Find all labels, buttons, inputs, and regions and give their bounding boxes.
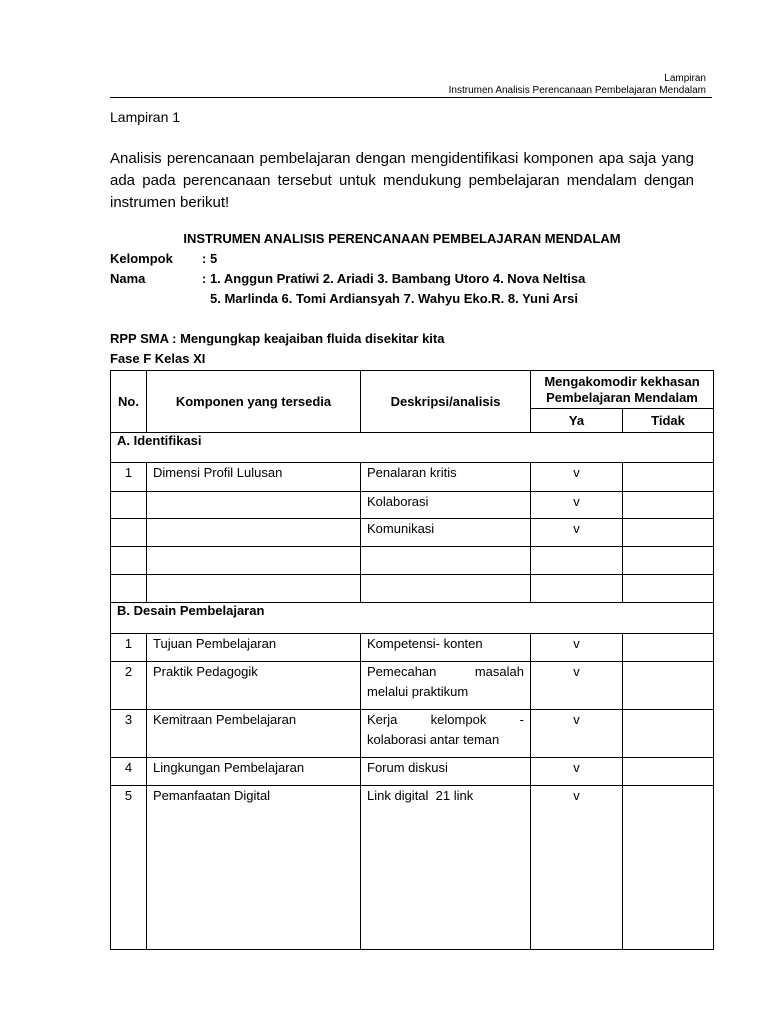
cell-komponen: Lingkungan Pembelajaran [147, 758, 361, 786]
cell-tidak [623, 575, 714, 603]
table-row [111, 758, 714, 786]
page-header [449, 73, 706, 97]
cell-komponen [147, 575, 361, 603]
cell-no: 1 [111, 634, 147, 662]
cell-tidak [623, 547, 714, 575]
kelompok-line [110, 251, 217, 266]
table-row [111, 662, 714, 710]
cell-no [111, 575, 147, 603]
cell-ya [531, 547, 623, 575]
rpp-title: RPP SMA : Mengungkap keajaiban fluida disekitar kita [110, 331, 445, 346]
cell-ya: v [531, 662, 623, 710]
cell-deskripsi: Kerja kelompok - kolaborasi antar teman [361, 710, 531, 758]
intro-paragraph: Analisis perencanaan pembelajaran dengan mengidentifikasi komponen apa saja yang ada pada perencanaan tersebut untuk mendukung pembelajaran mendalam dengan instrumen berikut! [110, 150, 694, 211]
cell-deskripsi: Komunikasi [361, 519, 531, 547]
cell-no: 5 [111, 786, 147, 950]
lampiran-label: Lampiran 1 [110, 109, 181, 125]
cell-no [111, 492, 147, 519]
cell-tidak [623, 758, 714, 786]
cell-ya: v [531, 710, 623, 758]
table-row [111, 786, 714, 950]
cell-no: 4 [111, 758, 147, 786]
cell-deskripsi: Kompetensi- konten [361, 634, 531, 662]
cell-no [111, 519, 147, 547]
cell-ya: v [531, 519, 623, 547]
cell-komponen [147, 519, 361, 547]
fase-label: Fase F Kelas XI [110, 351, 206, 366]
cell-no [111, 547, 147, 575]
cell-komponen: Tujuan Pembelajaran [147, 634, 361, 662]
cell-komponen: Praktik Pedagogik [147, 662, 361, 710]
cell-komponen [147, 492, 361, 519]
cell-deskripsi: Forum diskusi [361, 758, 531, 786]
header-no: No. [111, 371, 147, 433]
cell-deskripsi: Pemecahan masalah melalui praktikum [361, 662, 531, 710]
cell-tidak [623, 492, 714, 519]
table-row [111, 634, 714, 662]
cell-komponen [147, 547, 361, 575]
cell-komponen: Kemitraan Pembelajaran [147, 710, 361, 758]
header-deskripsi: Deskripsi/analisis [361, 371, 531, 433]
section-row [111, 433, 714, 463]
header-mengakomodir: Mengakomodir kekhasan Pembelajaran Mendalam [531, 371, 714, 409]
kelompok-label: Kelompok [110, 251, 173, 266]
cell-ya: v [531, 463, 623, 492]
document-title: INSTRUMEN ANALISIS PERENCANAAN PEMBELAJARAN MENDALAM [183, 231, 621, 246]
header-tidak: Tidak [623, 409, 714, 433]
nama-line1: : 1. Anggun Pratiwi 2. Ariadi 3. Bambang Utoro 4. Nova Neltisa [202, 271, 586, 286]
cell-tidak [623, 519, 714, 547]
cell-ya: v [531, 786, 623, 950]
table-row [111, 547, 714, 575]
table-header-row [111, 371, 714, 409]
cell-deskripsi [361, 575, 531, 603]
section-b-title: B. Desain Pembelajaran [111, 603, 714, 634]
cell-deskripsi: Penalaran kritis [361, 463, 531, 492]
cell-komponen: Dimensi Profil Lulusan [147, 463, 361, 492]
table-row [111, 710, 714, 758]
nama-label: Nama [110, 271, 146, 286]
cell-deskripsi: Link digital 21 link [361, 786, 531, 950]
cell-ya: v [531, 758, 623, 786]
header-subtitle: Instrumen Analisis Perencanaan Pembelajaran Mendalam [448, 85, 706, 96]
cell-ya: v [531, 634, 623, 662]
cell-no: 1 [111, 463, 147, 492]
nama-line2: 5. Marlinda 6. Tomi Ardiansyah 7. Wahyu Eko.R. 8. Yuni Arsi [210, 291, 578, 306]
cell-komponen: Pemanfaatan Digital [147, 786, 361, 950]
table-row [111, 575, 714, 603]
cell-tidak [623, 786, 714, 950]
section-row [111, 603, 714, 634]
section-a-title: A. Identifikasi [111, 433, 714, 463]
header-lampiran: Lampiran [664, 73, 706, 84]
header-ya: Ya [531, 409, 623, 433]
cell-no: 3 [111, 710, 147, 758]
table-row [111, 463, 714, 492]
cell-tidak [623, 634, 714, 662]
kelompok-value: : 5 [202, 251, 218, 266]
cell-ya [531, 575, 623, 603]
table-row [111, 519, 714, 547]
nama-line [110, 271, 585, 286]
header-divider [110, 97, 712, 98]
cell-no: 2 [111, 662, 147, 710]
table-row [111, 492, 714, 519]
header-komponen: Komponen yang tersedia [147, 371, 361, 433]
cell-ya: v [531, 492, 623, 519]
cell-tidak [623, 662, 714, 710]
cell-tidak [623, 463, 714, 492]
cell-tidak [623, 710, 714, 758]
cell-deskripsi: Kolaborasi [361, 492, 531, 519]
cell-deskripsi [361, 547, 531, 575]
instrument-table [110, 370, 714, 950]
